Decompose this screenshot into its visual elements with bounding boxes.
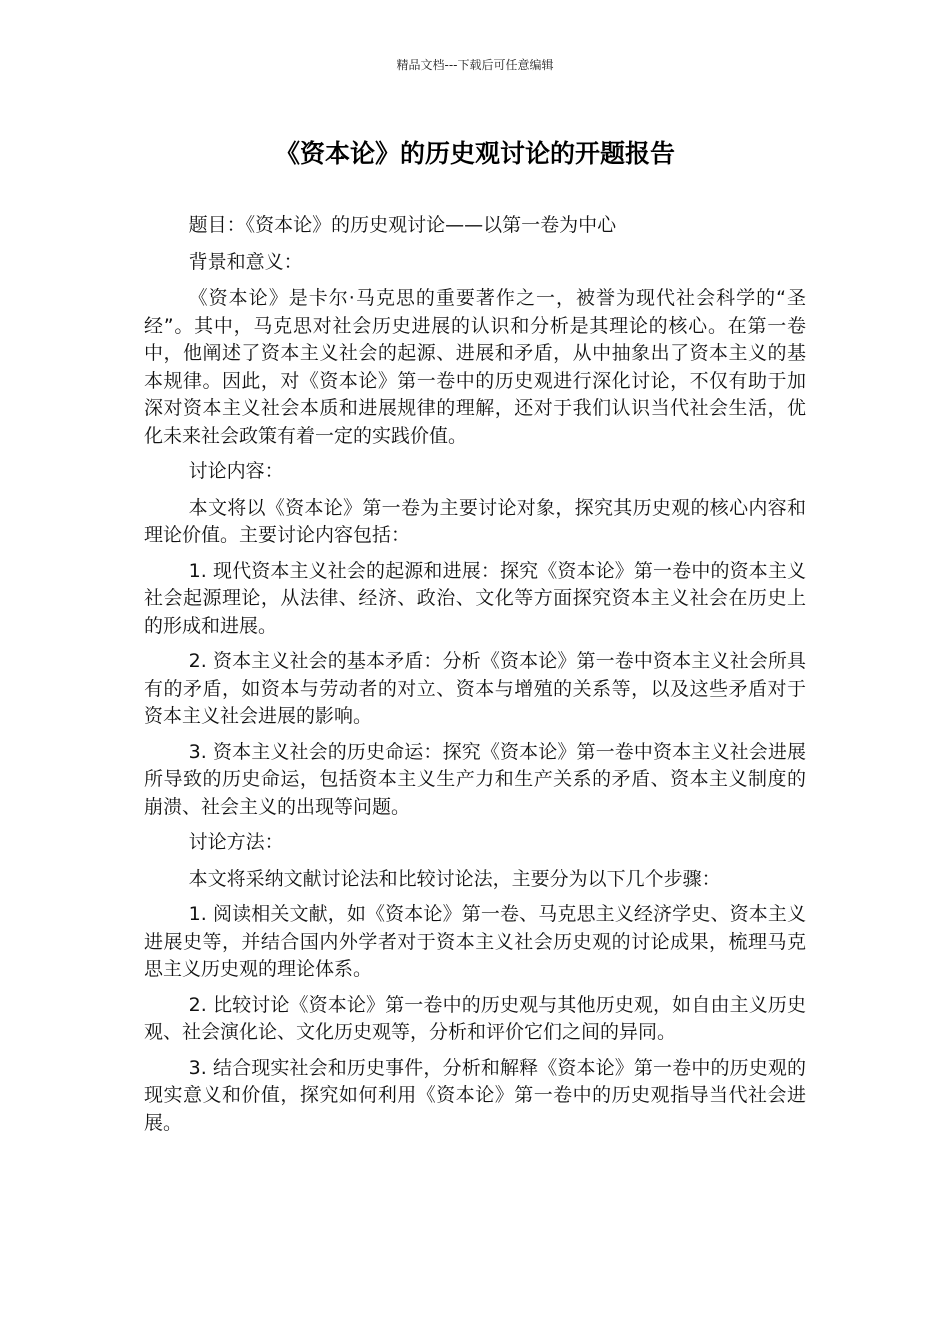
method-step-2: 2. 比较讨论《资本论》第一卷中的历史观与其他历史观，如自由主义历史观、社会演化论、文化历史观等，分析和评价它们之间的异同。: [144, 993, 806, 1043]
section-heading-method: 讨论方法：: [188, 831, 284, 853]
content-item-1: 1. 现代资本主义社会的起源和进展：探究《资本论》第一卷中的资本主义社会起源理论，从法律、经济、政治、文化等方面探究资本主义社会在历史上的形成和进展。: [144, 559, 806, 637]
background-paragraph: 《资本论》是卡尔·马克思的重要著作之一，被誉为现代社会科学的“圣经”。其中，马克思对社会历史进展的认识和分析是其理论的核心。在第一卷中，他阐述了资本主义社会的起源、进展和矛盾，从中抽象出了资本主义的基本规律。因此，对《资本论》第一卷中的历史观进行深化讨论，不仅有助于加深对资本主义社会本质和进展规律的理解，还对于我们认识当代社会生活，优化未来社会政策有着一定的实践价值。: [144, 287, 806, 447]
method-step-3: 3. 结合现实社会和历史事件，分析和解释《资本论》第一卷中的历史观的现实意义和价值，探究如何利用《资本论》第一卷中的历史观指导当代社会进展。: [144, 1056, 806, 1134]
content-intro-paragraph: 本文将以《资本论》第一卷为主要讨论对象，探究其历史观的核心内容和理论价值。主要讨论内容包括：: [144, 496, 806, 546]
section-heading-background: 背景和意义：: [188, 250, 303, 273]
topic-line: 题目：《资本论》的历史观讨论——以第一卷为中心: [188, 214, 617, 236]
content-item-2: 2. 资本主义社会的基本矛盾：分析《资本论》第一卷中资本主义社会所具有的矛盾，如资本与劳动者的对立、资本与增殖的关系等，以及这些矛盾对于资本主义社会进展的影响。: [144, 650, 806, 727]
content-item-3: 3. 资本主义社会的历史命运：探究《资本论》第一卷中资本主义社会进展所导致的历史命运，包括资本主义生产力和生产关系的矛盾、资本主义制度的崩溃、社会主义的出现等问题。: [144, 740, 806, 818]
section-heading-content: 讨论内容：: [188, 460, 284, 482]
page-header: 精品文档---下载后可任意编辑: [396, 58, 554, 72]
document-title: 《资本论》的历史观讨论的开题报告: [274, 139, 675, 168]
method-intro-paragraph: 本文将采纳文献讨论法和比较讨论法，主要分为以下几个步骤：: [188, 867, 721, 890]
method-step-1: 1. 阅读相关文献，如《资本论》第一卷、马克思主义经济学史、资本主义进展史等，并结合国内外学者对于资本主义社会历史观的讨论成果，梳理马克思主义历史观的理论体系。: [144, 903, 806, 980]
document-body: [144, 212, 806, 1145]
